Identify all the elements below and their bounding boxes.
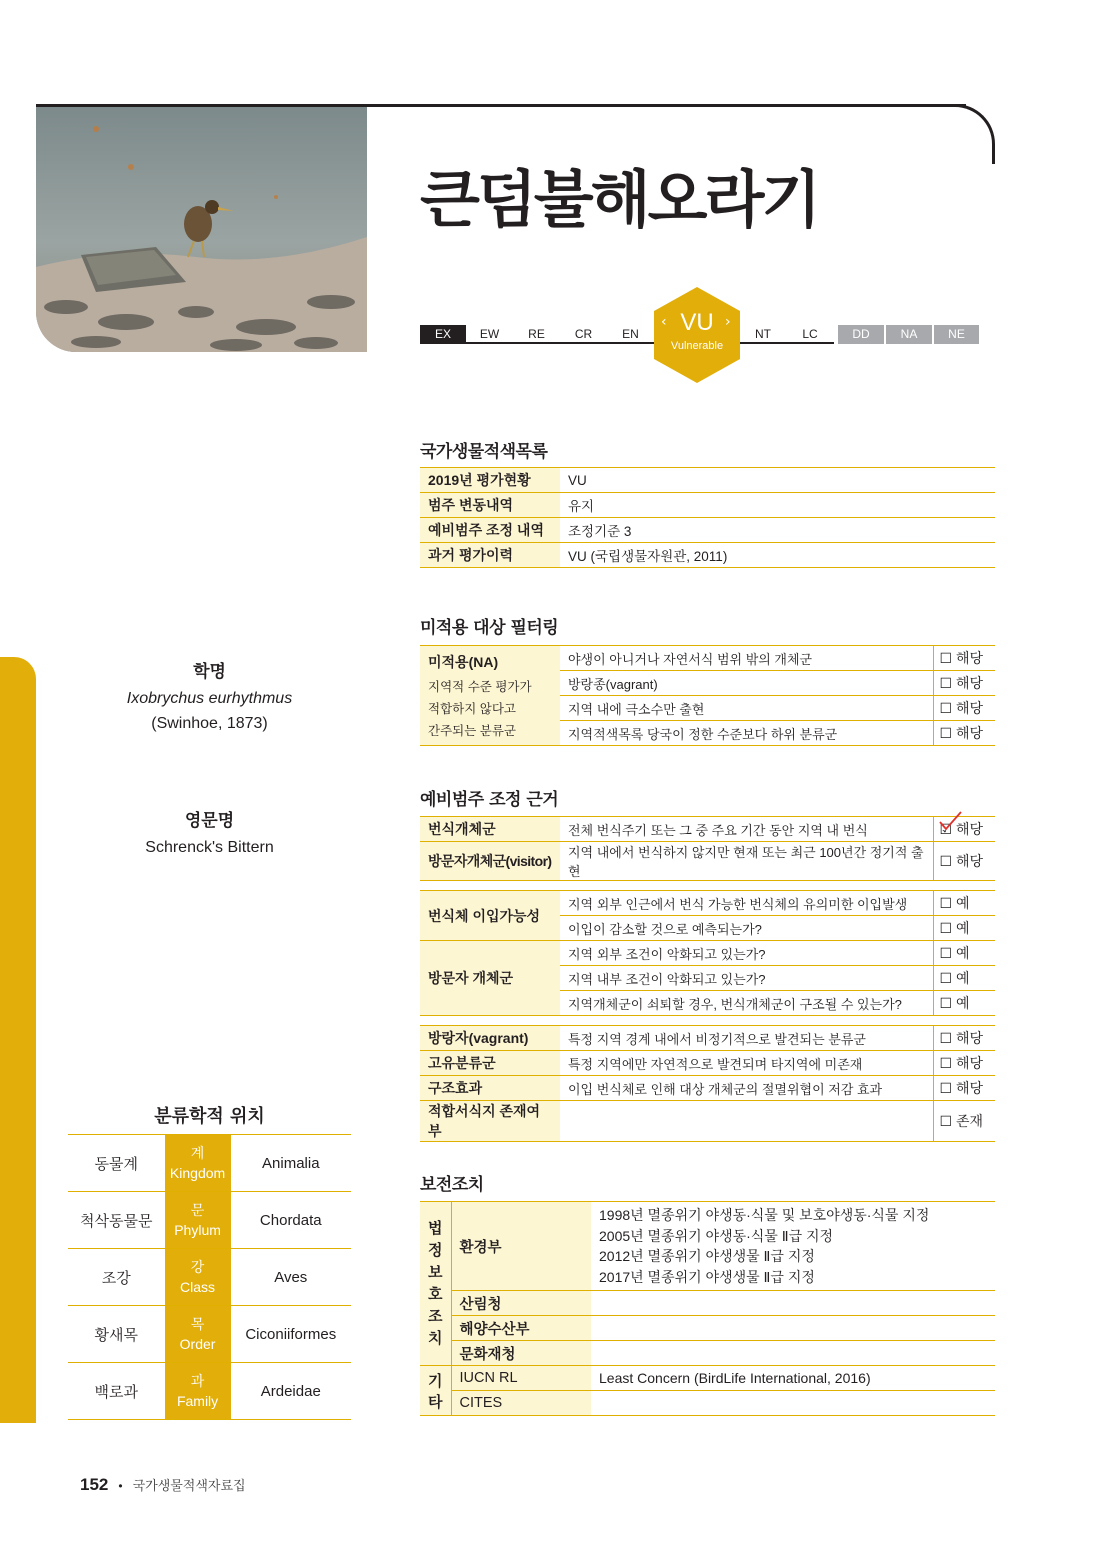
adjust-table [420, 816, 995, 1142]
env-line-2: 2005년 멸종위기 야생동·식물 Ⅱ급 지정 [599, 1227, 834, 1244]
taxonomy-heading: 분류학적 위치 [154, 1106, 265, 1127]
page-number: 152 [80, 1475, 109, 1494]
national-list-table [420, 467, 995, 568]
chevron-left-icon: ‹ [661, 314, 667, 330]
table-row: 고유분류군 특정 지역에만 자연적으로 발견되며 타지역에 미존재 ☐ 해당 [420, 1051, 995, 1076]
table-row: 방랑자(vagrant) 특정 지역 경계 내에서 비정기적으로 발견되는 분류군 ☐ 해당 [420, 1026, 995, 1051]
header-corner [945, 104, 995, 164]
category-na: NA [886, 325, 932, 344]
env-line-3: 2012년 멸종위기 야생생물 Ⅱ급 지정 [599, 1248, 815, 1264]
table-row: 문화재청 [420, 1341, 995, 1366]
table-row: 기타 IUCN RL Least Concern (BirdLife International, 2016) [420, 1366, 995, 1391]
checkbox[interactable]: ☐ 존재 [933, 1101, 995, 1142]
na-sublabel-3: 간주되는 분류군 [428, 724, 516, 738]
checkbox[interactable]: ☐ 예 [933, 966, 995, 991]
category-lc: LC [786, 325, 834, 344]
checkbox[interactable]: ☐ 해당 [933, 671, 995, 696]
na-filter-table [420, 645, 995, 746]
sci-name-block [68, 657, 351, 733]
table-row: 동물계 계 Kingdom Animalia [68, 1135, 351, 1192]
table-row: 과거 평가이력 VU (국립생물자원관, 2011) [420, 543, 995, 568]
category-en: EN [607, 325, 654, 344]
table-row: 척삭동물문 문 Phylum Chordata [68, 1192, 351, 1249]
category-re: RE [513, 325, 560, 344]
table-row: 적합서식지 존재여부 ☐ 존재 [420, 1101, 995, 1142]
na-sublabel-1: 지역적 수준 평가가 [428, 680, 532, 694]
sci-author: (Swinhoe, 1873) [151, 715, 268, 732]
checkbox[interactable]: ☐ 해당 [933, 1051, 995, 1076]
table-row: 범주 변동내역 유지 [420, 493, 995, 518]
category-ne: NE [934, 325, 979, 344]
page-title: 큰덤불해오라기 [420, 163, 819, 236]
table-row: 방문자 개체군 지역 외부 조건이 악화되고 있는가? ☐ 예 [420, 941, 995, 966]
table-row: 번식개체군 전체 번식주기 또는 그 중 주요 기간 동안 지역 내 번식 ☑ 해당 [420, 817, 995, 842]
checkbox[interactable]: ☐ 해당 [933, 1026, 995, 1051]
checkbox[interactable]: ☐ 해당 [933, 646, 995, 671]
table-row: 지역 내에 극소수만 출현 ☐ 해당 [420, 696, 995, 721]
table-row: 방랑종(vagrant) ☐ 해당 [420, 671, 995, 696]
checkbox-checked[interactable]: ☑ 해당 [933, 817, 995, 842]
sci-name-heading: 학명 [193, 662, 226, 682]
table-row: 지역개체군이 쇠퇴할 경우, 번식개체군이 구조될 수 있는가? ☐ 예 [420, 991, 995, 1016]
conservation-table [420, 1201, 995, 1416]
na-label: 미적용(NA) [428, 654, 499, 670]
book-title: 국가생물적색자료집 [132, 1478, 246, 1493]
table-row: 법정 보호 조치 환경부 1998년 멸종위기 야생동·식물 및 보호야생동·식물 지정 2005년 멸종위기 야생동·식물 Ⅱ급 지정 2012년 멸종위기 야생생물 Ⅱ급 지정 2017년 멸종위기 야생생물 Ⅱ급 지정 [420, 1202, 995, 1291]
checkbox[interactable]: ☐ 예 [933, 991, 995, 1016]
legal-label-1: 법정 [428, 1219, 443, 1259]
env-line-1: 1998년 멸종위기 야생동·식물 및 보호야생동·식물 지정 [599, 1207, 930, 1223]
page-footer [80, 1475, 246, 1495]
category-vu-label: Vulnerable [670, 340, 724, 352]
category-dd: DD [838, 325, 884, 344]
taxonomy-table [68, 1134, 351, 1420]
checkbox[interactable]: ☐ 예 [933, 891, 995, 916]
table-row: 구조효과 이입 번식체로 인해 대상 개체군의 절멸위협이 저감 효과 ☐ 해당 [420, 1076, 995, 1101]
side-accent-bar [0, 657, 36, 1423]
category-ex: EX [420, 325, 466, 344]
sci-name: Ixobrychus eurhythmus [126, 690, 293, 707]
table-row: 지역적색목록 당국이 정한 수준보다 하위 분류군 ☐ 해당 [420, 721, 995, 746]
table-row: 방문자개체군(visitor) 지역 내에서 번식하지 않지만 현재 또는 최근 100년간 정기적 출현 ☐ 해당 [420, 842, 995, 881]
table-row: 이입이 감소할 것으로 예측되는가? ☐ 예 [420, 916, 995, 941]
category-cr: CR [560, 325, 607, 344]
chevron-right-icon: › [725, 314, 731, 330]
legal-label-2: 보호 [428, 1263, 443, 1303]
checkbox[interactable]: ☐ 해당 [933, 696, 995, 721]
table-row: 미적용(NA) 지역적 수준 평가가 적합하지 않다고 간주되는 분류군 야생이 아니거나 자연서식 범위 밖의 개체군 ☐ 해당 [420, 646, 995, 671]
table-row: CITES [420, 1391, 995, 1416]
table-row: 백로과 과 Family Ardeidae [68, 1363, 351, 1420]
footer-dot: • [118, 1479, 123, 1493]
category-nt: NT [740, 325, 786, 344]
table-row: 산림청 [420, 1291, 995, 1316]
conservation-heading: 보전조치 [420, 1175, 484, 1195]
eng-name: Schrenck's Bittern [145, 839, 274, 856]
checkbox[interactable]: ☐ 해당 [933, 721, 995, 746]
legal-label-3: 조치 [428, 1307, 443, 1347]
env-line-4: 2017년 멸종위기 야생생물 Ⅱ급 지정 [599, 1268, 815, 1285]
table-row: 2019년 평가현황 VU [420, 468, 995, 493]
eng-name-block [68, 806, 351, 857]
table-row: 조강 강 Class Aves [68, 1249, 351, 1306]
table-row: 해양수산부 [420, 1316, 995, 1341]
checkbox[interactable]: ☐ 예 [933, 916, 995, 941]
na-filter-heading: 미적용 대상 필터링 [420, 618, 559, 638]
checkbox[interactable]: ☐ 예 [933, 941, 995, 966]
category-ew: EW [466, 325, 513, 344]
table-row: 지역 내부 조건이 악화되고 있는가? ☐ 예 [420, 966, 995, 991]
na-sublabel-2: 적합하지 않다고 [428, 702, 516, 716]
check-mark-icon [937, 810, 963, 832]
category-vu: VU [680, 309, 714, 336]
species-photo [36, 107, 367, 352]
adjust-heading: 예비범주 조정 근거 [420, 790, 559, 810]
checkbox[interactable]: ☐ 해당 [933, 842, 995, 881]
table-row: 황새목 목 Order Ciconiiformes [68, 1306, 351, 1363]
table-row: 예비범주 조정 내역 조정기준 3 [420, 518, 995, 543]
national-list-heading: 국가생물적색목록 [420, 442, 548, 462]
checkbox[interactable]: ☐ 해당 [933, 1076, 995, 1101]
table-row: 번식체 이입가능성 지역 외부 인근에서 번식 가능한 번식체의 유의미한 이입발생 ☐ 예 [420, 891, 995, 916]
eng-name-heading: 영문명 [184, 811, 235, 831]
